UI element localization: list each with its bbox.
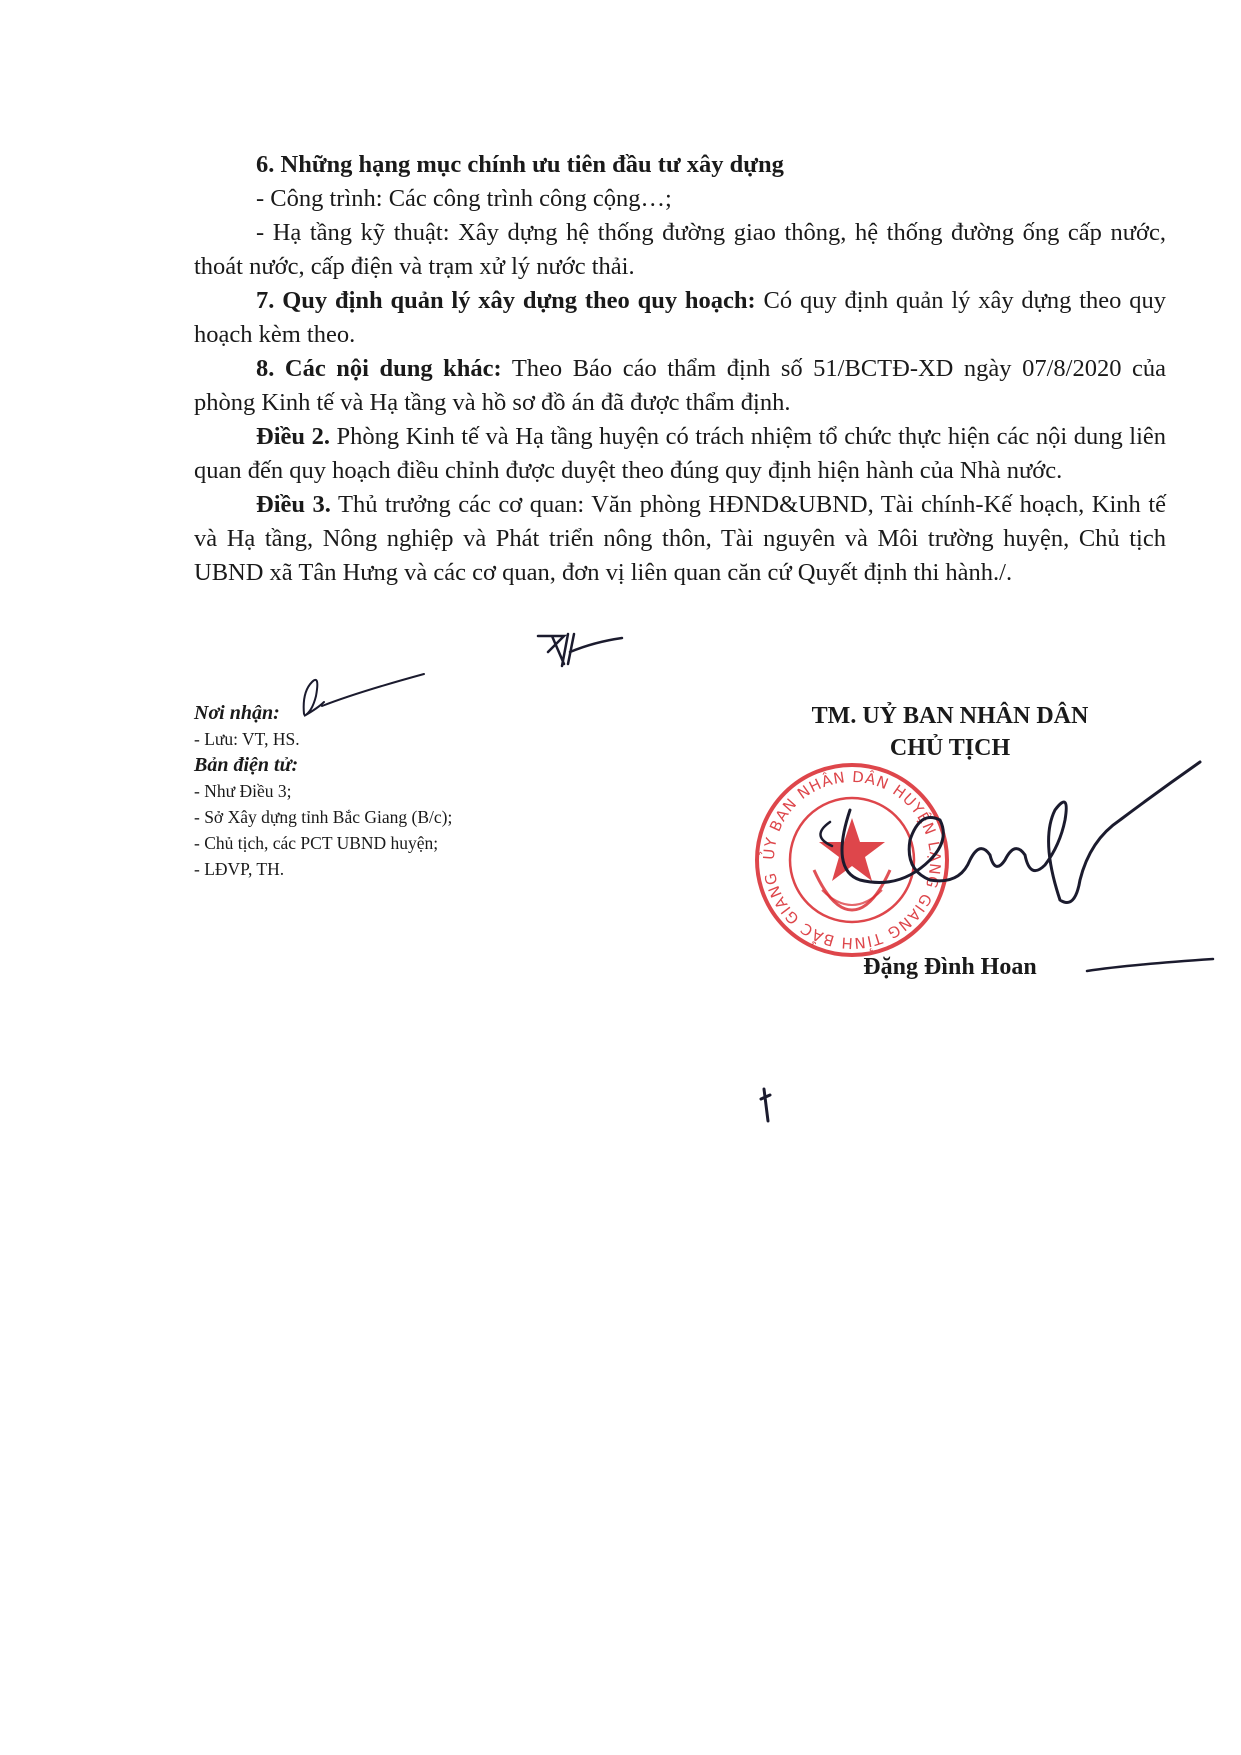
- signature-org: TM. UỶ BAN NHÂN DÂN: [811, 703, 1089, 729]
- section-8: [194, 352, 1166, 420]
- article-3: [194, 488, 1166, 590]
- chairman-signature: [790, 750, 1210, 920]
- recipients-block: [194, 700, 714, 882]
- article-3-heading: Điều 3.: [256, 491, 331, 518]
- signer-name: Đặng Đình Hoan: [863, 954, 1037, 980]
- recipient-item: - Lưu: VT, HS.: [194, 729, 300, 749]
- section-6-heading: 6. Những hạng mục chính ưu tiên đầu tư xây dựng: [256, 151, 784, 178]
- electronic-recipients-label: Bản điện tử:: [194, 754, 299, 776]
- section-6-item-2: - Hạ tầng kỹ thuật: Xây dựng hệ thống đường giao thông, hệ thống đường ống cấp nước, thoát nước, cấp điện và trạm xử lý nước thải.: [194, 219, 1166, 280]
- section-7-heading: 7. Quy định quản lý xây dựng theo quy hoạch:: [256, 287, 756, 314]
- article-2-heading: Điều 2.: [256, 423, 330, 450]
- recipient-item: - Sở Xây dựng tỉnh Bắc Giang (B/c);: [194, 807, 453, 827]
- section-8-text: Theo Báo cáo thẩm định số 51/BCTĐ-XD ngày 07/8/2020 của phòng Kinh tế và Hạ tầng và hồ sơ đồ án đã được thẩm định.: [194, 355, 1166, 416]
- recipient-item: - LĐVP, TH.: [194, 859, 285, 879]
- article-2: [194, 420, 1166, 488]
- signature-title: CHỦ TỊCH: [889, 735, 1011, 761]
- seal-text: ỦY BAN NHÂN DÂN HUYỆN LẠNG GIANG TỈNH BẮC GIANG: [759, 767, 945, 953]
- section-6-item-1: - Công trình: Các công trình công cộng…;: [256, 185, 672, 212]
- section-7: [194, 284, 1166, 352]
- article-2-text: Phòng Kinh tế và Hạ tầng huyện có trách nhiệm tổ chức thực hiện các nội dung liên quan đến quy hoạch điều chỉnh được duyệt theo đúng quy định hiện hành của Nhà nước.: [194, 423, 1167, 484]
- recipient-item: - Như Điều 3;: [194, 781, 292, 801]
- article-3-text: Thủ trưởng các cơ quan: Văn phòng HĐND&UBND, Tài chính-Kế hoạch, Kinh tế và Hạ tầng, Nông nghiệp và Phát triển nông thôn, Tài nguyên và Môi trường huyện, Chủ tịch UBND xã Tân Hưng và các cơ quan, đơn vị liên quan căn cứ Quyết định thi hành./.: [194, 491, 1167, 586]
- ink-mark: [756, 1085, 776, 1125]
- recipient-item: - Chủ tịch, các PCT UBND huyện;: [194, 833, 439, 853]
- document-body: [194, 148, 1166, 590]
- section-8-heading: 8. Các nội dung khác:: [256, 355, 502, 382]
- section-7-text: Có quy định quản lý xây dựng theo quy hoạch kèm theo.: [194, 287, 1167, 348]
- recipients-initial-signature: [298, 672, 428, 722]
- recipients-label: Nơi nhận:: [194, 702, 280, 724]
- ink-stroke: [1085, 955, 1215, 975]
- initials-signature: [534, 630, 624, 670]
